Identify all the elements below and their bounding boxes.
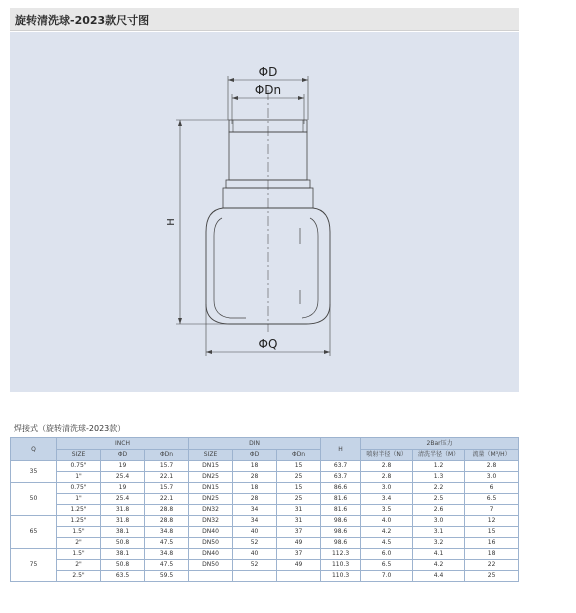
table-cell: 34.8 bbox=[145, 527, 189, 538]
table-row bbox=[11, 527, 519, 538]
table-cell: 98.6 bbox=[321, 538, 361, 549]
section-header bbox=[10, 8, 519, 31]
table-cell: 31 bbox=[277, 505, 321, 516]
table-cell: 63.5 bbox=[101, 571, 145, 582]
table-cell: DN32 bbox=[189, 516, 233, 527]
table-cell: 3.0 bbox=[361, 483, 413, 494]
table-cell: DN15 bbox=[189, 483, 233, 494]
table-cell: 98.6 bbox=[321, 516, 361, 527]
cleaning-ball-drawing bbox=[10, 32, 519, 392]
table-cell: 1" bbox=[57, 472, 101, 483]
spec-table-body bbox=[11, 461, 519, 582]
spec-table bbox=[10, 437, 519, 582]
dimension-drawing bbox=[10, 32, 519, 392]
table-cell: DN50 bbox=[189, 538, 233, 549]
table-cell: 81.6 bbox=[321, 505, 361, 516]
table-cell: 2.5 bbox=[413, 494, 465, 505]
phi-q-arrow-left bbox=[206, 350, 212, 354]
table-cell: 31.8 bbox=[101, 516, 145, 527]
table-cell: 40 bbox=[233, 549, 277, 560]
table-cell: 34 bbox=[233, 505, 277, 516]
q-cell: 50 bbox=[11, 483, 57, 516]
table-cell: 18 bbox=[465, 549, 519, 560]
header-pressure: 2Bar压力 bbox=[361, 438, 519, 450]
table-cell: 25 bbox=[277, 472, 321, 483]
table-cell: 6.0 bbox=[361, 549, 413, 560]
h-arrow-top bbox=[178, 120, 182, 126]
table-cell: 2.8 bbox=[361, 472, 413, 483]
section-title: 旋转清洗球-2023款尺寸图 bbox=[15, 14, 150, 27]
table-cell: 52 bbox=[233, 538, 277, 549]
header-din-phi-dn: ΦDn bbox=[277, 450, 321, 461]
table-cell: 34.8 bbox=[145, 549, 189, 560]
header-inch-phi-d: ΦD bbox=[101, 450, 145, 461]
table-cell: 0.75" bbox=[57, 461, 101, 472]
table-cell: 37 bbox=[277, 549, 321, 560]
table-cell: 3.0 bbox=[465, 472, 519, 483]
table-cell: 28.8 bbox=[145, 505, 189, 516]
table-cell: 25.4 bbox=[101, 472, 145, 483]
table-cell: 22.1 bbox=[145, 472, 189, 483]
table-cell: 18 bbox=[233, 461, 277, 472]
table-cell: 81.6 bbox=[321, 494, 361, 505]
table-cell: 22 bbox=[465, 560, 519, 571]
table-row bbox=[11, 538, 519, 549]
table-cell: 15.7 bbox=[145, 461, 189, 472]
phi-dn-arrow-left bbox=[232, 96, 238, 100]
table-cell: 2" bbox=[57, 560, 101, 571]
table-cell: 1.5" bbox=[57, 549, 101, 560]
table-cell: 1.25" bbox=[57, 516, 101, 527]
ball-inner-right bbox=[302, 218, 318, 318]
table-cell: 28 bbox=[233, 472, 277, 483]
table-cell: 3.0 bbox=[413, 516, 465, 527]
table-caption: 焊接式（旋转清洗球-2023款） bbox=[10, 420, 518, 437]
table-cell: 49 bbox=[277, 560, 321, 571]
header-q: Q bbox=[11, 438, 57, 461]
phi-d-label: ΦD bbox=[258, 65, 278, 79]
table-cell: 50.8 bbox=[101, 560, 145, 571]
table-cell: 2.6 bbox=[413, 505, 465, 516]
table-row bbox=[11, 483, 519, 494]
table-cell bbox=[233, 571, 277, 582]
table-cell: 1.25" bbox=[57, 505, 101, 516]
header-jet-radius: 喷射半径（N） bbox=[361, 450, 413, 461]
table-cell: 6.5 bbox=[465, 494, 519, 505]
header-inch-phi-dn: ΦDn bbox=[145, 450, 189, 461]
table-cell: DN32 bbox=[189, 505, 233, 516]
table-cell: 63.7 bbox=[321, 472, 361, 483]
table-row bbox=[11, 472, 519, 483]
table-cell: 50.8 bbox=[101, 538, 145, 549]
header-h: H bbox=[321, 438, 361, 461]
phi-q-arrow-right bbox=[324, 350, 330, 354]
header-din-size: SIZE bbox=[189, 450, 233, 461]
header-flow: 流量（M³/H） bbox=[465, 450, 519, 461]
table-cell: 47.5 bbox=[145, 538, 189, 549]
table-cell: 1" bbox=[57, 494, 101, 505]
table-cell: 98.6 bbox=[321, 527, 361, 538]
table-row bbox=[11, 505, 519, 516]
header-wash-radius: 清洗半径（M） bbox=[413, 450, 465, 461]
table-cell: 38.1 bbox=[101, 549, 145, 560]
table-cell: 38.1 bbox=[101, 527, 145, 538]
header-inch-size: SIZE bbox=[57, 450, 101, 461]
table-cell bbox=[189, 571, 233, 582]
table-cell: 6 bbox=[465, 483, 519, 494]
table-cell: 31.8 bbox=[101, 505, 145, 516]
table-cell: 47.5 bbox=[145, 560, 189, 571]
table-cell: DN25 bbox=[189, 494, 233, 505]
table-cell: 63.7 bbox=[321, 461, 361, 472]
header-din-phi-d: ΦD bbox=[233, 450, 277, 461]
table-cell: 15.7 bbox=[145, 483, 189, 494]
table-cell: 3.4 bbox=[361, 494, 413, 505]
table-cell: DN40 bbox=[189, 549, 233, 560]
h-label: H bbox=[166, 218, 177, 226]
table-cell: DN15 bbox=[189, 461, 233, 472]
table-cell: 110.3 bbox=[321, 571, 361, 582]
table-cell: 25.4 bbox=[101, 494, 145, 505]
q-cell: 35 bbox=[11, 461, 57, 483]
table-cell: 52 bbox=[233, 560, 277, 571]
header-inch: INCH bbox=[57, 438, 189, 450]
table-row bbox=[11, 560, 519, 571]
table-cell: 2.8 bbox=[465, 461, 519, 472]
table-cell: 25 bbox=[277, 494, 321, 505]
table-cell: 28.8 bbox=[145, 516, 189, 527]
table-row bbox=[11, 516, 519, 527]
table-cell: 19 bbox=[101, 461, 145, 472]
q-cell: 65 bbox=[11, 516, 57, 549]
table-cell: 19 bbox=[101, 483, 145, 494]
header-din: DIN bbox=[189, 438, 321, 450]
table-cell: 1.3 bbox=[413, 472, 465, 483]
table-cell: 4.2 bbox=[361, 527, 413, 538]
table-cell: 7.0 bbox=[361, 571, 413, 582]
table-row bbox=[11, 494, 519, 505]
phi-d-arrow-left bbox=[228, 78, 234, 82]
table-cell: 28 bbox=[233, 494, 277, 505]
q-cell: 75 bbox=[11, 549, 57, 582]
table-cell: 4.0 bbox=[361, 516, 413, 527]
phi-q-label: ΦQ bbox=[258, 337, 278, 351]
phi-dn-label: ΦDn bbox=[254, 83, 282, 97]
h-arrow-bottom bbox=[178, 318, 182, 324]
table-cell: DN25 bbox=[189, 472, 233, 483]
ball-inner-left bbox=[214, 218, 246, 318]
table-row bbox=[11, 549, 519, 560]
phi-dn-arrow-right bbox=[298, 96, 304, 100]
phi-d-arrow-right bbox=[302, 78, 308, 82]
table-cell: 25 bbox=[465, 571, 519, 582]
table-cell: 4.2 bbox=[413, 560, 465, 571]
table-cell: 49 bbox=[277, 538, 321, 549]
table-cell: DN50 bbox=[189, 560, 233, 571]
table-cell: 4.1 bbox=[413, 549, 465, 560]
table-cell: 4.5 bbox=[361, 538, 413, 549]
table-cell: 112.3 bbox=[321, 549, 361, 560]
table-cell: 2.8 bbox=[361, 461, 413, 472]
table-cell: 7 bbox=[465, 505, 519, 516]
table-cell: 2.2 bbox=[413, 483, 465, 494]
table-cell: 86.6 bbox=[321, 483, 361, 494]
table-cell: 2.5" bbox=[57, 571, 101, 582]
spec-table-section bbox=[10, 420, 518, 582]
table-cell: DN40 bbox=[189, 527, 233, 538]
table-cell: 15 bbox=[277, 461, 321, 472]
table-row bbox=[11, 571, 519, 582]
table-cell: 15 bbox=[277, 483, 321, 494]
table-cell: 1.2 bbox=[413, 461, 465, 472]
table-cell: 1.5" bbox=[57, 527, 101, 538]
table-row bbox=[11, 461, 519, 472]
table-cell: 16 bbox=[465, 538, 519, 549]
table-cell: 40 bbox=[233, 527, 277, 538]
table-cell: 34 bbox=[233, 516, 277, 527]
table-cell: 18 bbox=[233, 483, 277, 494]
table-cell: 6.5 bbox=[361, 560, 413, 571]
table-cell: 3.1 bbox=[413, 527, 465, 538]
table-cell: 59.5 bbox=[145, 571, 189, 582]
table-cell: 31 bbox=[277, 516, 321, 527]
table-cell: 22.1 bbox=[145, 494, 189, 505]
table-cell: 12 bbox=[465, 516, 519, 527]
table-cell bbox=[277, 571, 321, 582]
table-cell: 110.3 bbox=[321, 560, 361, 571]
table-cell: 37 bbox=[277, 527, 321, 538]
table-cell: 4.4 bbox=[413, 571, 465, 582]
table-cell: 15 bbox=[465, 527, 519, 538]
table-cell: 3.5 bbox=[361, 505, 413, 516]
table-cell: 2" bbox=[57, 538, 101, 549]
table-cell: 0.75" bbox=[57, 483, 101, 494]
table-cell: 3.2 bbox=[413, 538, 465, 549]
